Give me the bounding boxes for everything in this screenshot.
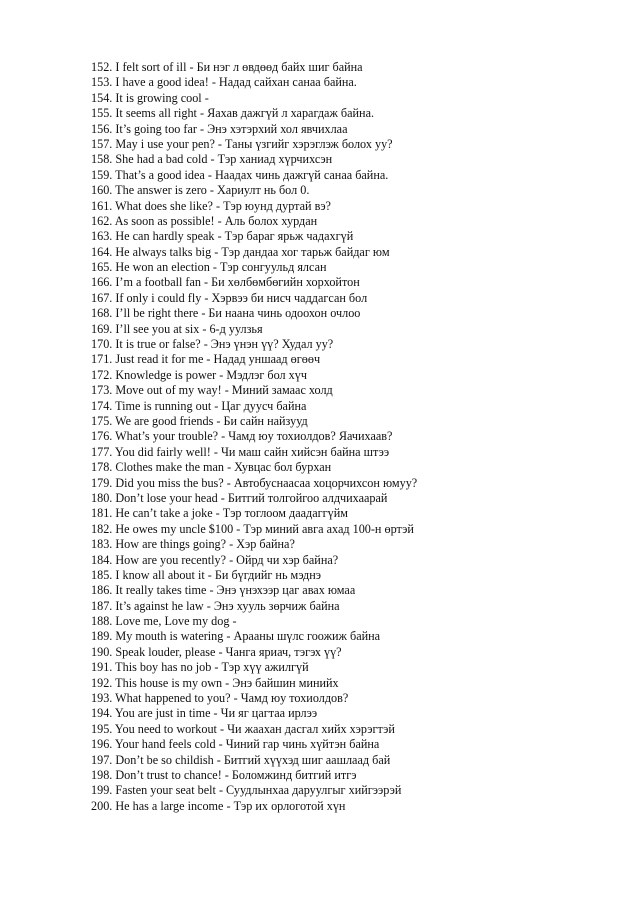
phrase-line: 167. If only i could fly - Хэрвээ би нисч чаддагсан бол	[91, 290, 368, 305]
phrase-line: 181. He can’t take a joke - Тэр тоглоом даадаггүйм	[91, 506, 348, 521]
phrase-line: 184. How are you recently? - Ойрд чи хэр байна?	[91, 552, 339, 567]
phrase-line: 196. Your hand feels cold - Чиний гар чинь хүйтэн байна	[91, 737, 380, 752]
phrase-line: 155. It seems all right - Яахав дажгүй л харагдаж байна.	[91, 106, 375, 121]
phrase-line: 195. You need to workout - Чи жаахан дасгал хийх хэрэгтэй	[91, 721, 395, 736]
phrase-line: 185. I know all about it - Би бүгдийг нь мэднэ	[91, 567, 321, 582]
phrase-line: 163. He can hardly speak - Тэр бараг ярьж чадахгүй	[91, 229, 354, 244]
phrase-line: 165. He won an election - Тэр сонгуульд ялсан	[91, 260, 327, 275]
phrase-line: 164. He always talks big - Тэр дандаа хог тарьж байдаг юм	[91, 244, 390, 259]
phrase-line: 183. How are things going? - Хэр байна?	[91, 537, 295, 552]
phrase-line: 193. What happened to you? - Чамд юу тохиолдов?	[91, 691, 349, 706]
phrase-line: 152. I felt sort of ill - Би нэг л өвдөөд байх шиг байна	[91, 60, 363, 74]
phrase-line: 179. Did you miss the bus? - Автобуснаасаа хоцорчихсон юмуу?	[91, 475, 418, 490]
phrase-line: 189. My mouth is watering - Арааны шүлс гоожиж байна	[91, 629, 381, 644]
phrase-line: 198. Don’t trust to chance! - Боломжинд битгий итгэ	[91, 767, 357, 782]
phrase-line: 171. Just read it for me - Надад уншаад өгөөч	[91, 352, 321, 367]
phrase-line: 191. This boy has no job - Тэр хүү ажилгүй	[91, 660, 309, 675]
phrase-line: 188. Love me, Love my dog -	[91, 614, 237, 629]
phrase-line: 176. What’s your trouble? - Чамд юу тохиолдов? Яачихаав?	[91, 429, 393, 444]
phrase-line: 162. As soon as possible! - Аль болох хурдан	[91, 213, 318, 228]
phrase-line: 177. You did fairly well! - Чи маш сайн хийсэн байна штээ	[91, 444, 390, 459]
phrase-line: 187. It’s against he law - Энэ хууль зөрчиж байна	[91, 598, 340, 613]
phrase-line: 199. Fasten your seat belt - Суудлынхаа даруулгыг хийгээрэй	[91, 783, 402, 798]
phrase-line: 172. Knowledge is power - Мэдлэг бол хүч	[91, 367, 307, 382]
phrase-line: 169. I’ll see you at six - 6-д уулзья	[91, 321, 263, 336]
phrase-line: 174. Time is running out - Цаг дуусч байна	[91, 398, 307, 413]
phrase-line: 154. It is growing cool -	[91, 90, 209, 105]
phrase-line: 168. I’ll be right there - Би наана чинь одоохон очлоо	[91, 306, 361, 321]
phrase-line: 186. It really takes time - Энэ үнэхээр цаг авах юмаа	[91, 583, 356, 598]
phrase-list	[91, 60, 611, 814]
phrase-line: 157. May i use your pen? - Таны үзгийг хэрэглэж болох уу?	[91, 136, 393, 151]
phrase-line: 156. It’s going too far - Энэ хэтэрхий хол явчихлаа	[91, 121, 348, 136]
phrase-line: 175. We are good friends - Би сайн найзууд	[91, 413, 308, 428]
phrase-line: 197. Don’t be so childish - Битгий хүүхэд шиг аашлаад бай	[91, 752, 391, 767]
phrase-line: 200. He has a large income - Тэр их орлоготой хүн	[91, 798, 346, 813]
phrase-line: 180. Don’t lose your head - Битгий толгойгоо алдчихаарай	[91, 490, 388, 505]
phrase-line: 182. He owes my uncle $100 - Тэр миний авга ахад 100-н өртэй	[91, 521, 414, 536]
phrase-line: 161. What does she like? - Тэр юунд дуртай вэ?	[91, 198, 331, 213]
phrase-line: 158. She had a bad cold - Тэр ханиад хүрчихсэн	[91, 152, 333, 167]
phrase-line: 166. I’m a football fan - Би хөлбөмбөгийн хорхойтон	[91, 275, 360, 290]
phrase-line: 170. It is true or false? - Энэ үнэн үү? Худал уу?	[91, 337, 334, 352]
phrase-line: 194. You are just in time - Чи яг цагтаа ирлээ	[91, 706, 318, 721]
phrase-line: 160. The answer is zero - Хариулт нь бол 0.	[91, 183, 310, 198]
phrase-line: 173. Move out of my way! - Миний замаас холд	[91, 383, 333, 398]
phrase-line: 159. That’s a good idea - Наадах чинь дажгүй санаа байна.	[91, 167, 389, 182]
phrase-line: 153. I have a good idea! - Надад сайхан санаа байна.	[91, 75, 357, 90]
phrase-line: 190. Speak louder, please - Чанга яриач, тэгэх үү?	[91, 644, 342, 659]
phrase-line: 178. Clothes make the man - Хувцас бол бурхан	[91, 460, 332, 475]
phrase-line: 192. This house is my own - Энэ байшин минийх	[91, 675, 339, 690]
